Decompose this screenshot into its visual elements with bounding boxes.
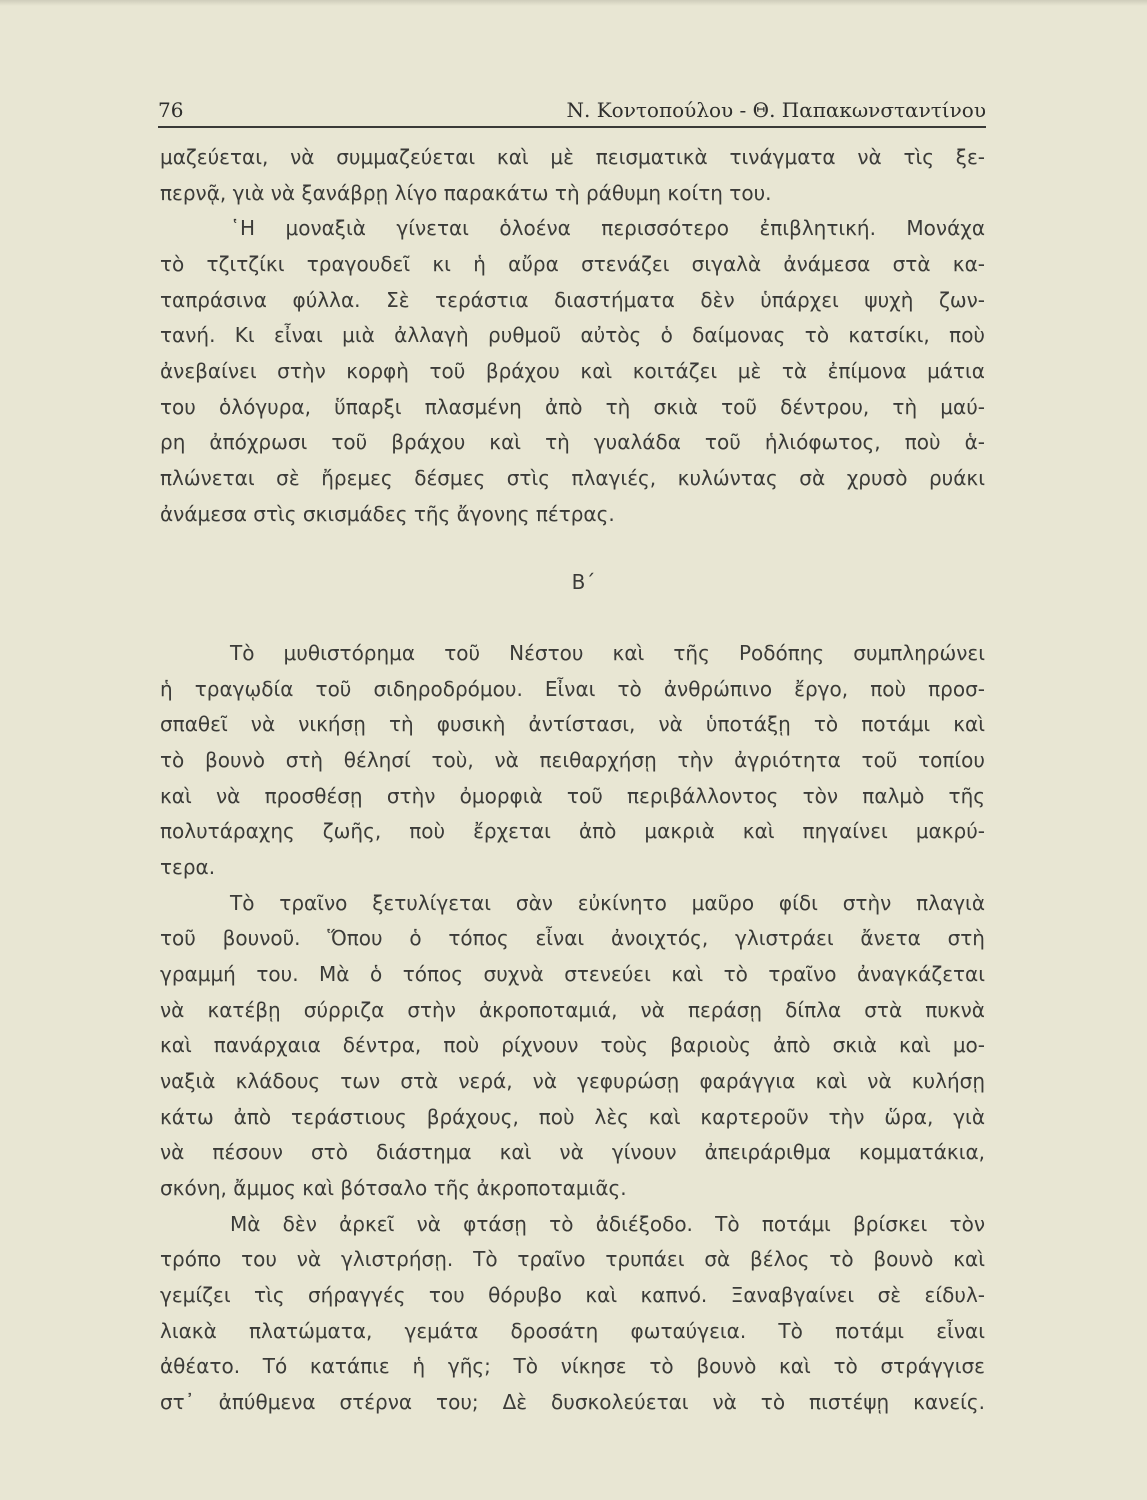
text-line: τὸ βουνὸ στὴ θέλησί τοὺ, νὰ πειθαρχήσῃ τὴν ἀγριότητα τοῦ τοπίου — [160, 748, 985, 773]
paragraph — [160, 140, 985, 211]
page-number: 76 — [158, 98, 184, 122]
text-line: τὸ τζιτζίκι τραγουδεῖ κι ἡ αὔρα στενάζει σιγαλὰ ἀνάμεσα στὰ κα- — [160, 252, 985, 277]
header-rule — [158, 126, 986, 128]
text-line: πλώνεται σὲ ἤρεμες δέσμες στὶς πλαγιές, κυλώντας σὰ χρυσὸ ρυάκι — [160, 466, 985, 491]
text-line: ρη ἀπόχρωσι τοῦ βράχου καὶ τὴ γυαλάδα τοῦ ἡλιόφωτος, ποὺ ἁ- — [160, 430, 985, 455]
paragraph — [160, 636, 985, 886]
text-line: στ᾽ ἀπύθμενα στέρνα του; Δὲ δυσκολεύεται νὰ τὸ πιστέψῃ κανείς. — [160, 1390, 985, 1415]
text-line: καὶ πανάρχαια δέντρα, ποὺ ρίχνουν τοὺς βαριοὺς ἀπὸ σκιὰ καὶ μο- — [160, 1033, 985, 1058]
text-line: σκόνη, ἄμμος καὶ βότσαλο τῆς ἀκροποταμιᾶς. — [160, 1176, 627, 1201]
text-line: νὰ κατέβῃ σύρριζα στὴν ἀκροποταμιά, νὰ περάσῃ δίπλα στὰ πυκνὰ — [160, 997, 985, 1022]
text-line: μαζεύεται, νὰ συμμαζεύεται καὶ μὲ πεισματικὰ τινάγματα νὰ τὶς ξε- — [160, 145, 985, 169]
text-line: ῾Η μοναξιὰ γίνεται ὁλοένα περισσότερο ἐπιβλητική. Μονάχα — [230, 216, 985, 241]
text-line: Τὸ μυθιστόρημα τοῦ Νέστου καὶ τῆς Ροδόπης συμπληρώνει — [230, 641, 985, 665]
text-line: καὶ νὰ προσθέσῃ στὴν ὀμορφιὰ τοῦ περιβάλλοντος τὸν παλμὸ τῆς — [160, 783, 985, 808]
text-line: λιακὰ πλατώματα, γεμάτα δροσάτη φωταύγεια. Τὸ ποτάμι εἶναι — [160, 1318, 985, 1343]
text-line: τρόπο του νὰ γλιστρήσῃ. Τὸ τραῖνο τρυπάει σὰ βέλος τὸ βουνὸ καὶ — [160, 1247, 985, 1272]
text-line: γραμμή του. Μὰ ὁ τόπος συχνὰ στενεύει καὶ τὸ τραῖνο ἀναγκάζεται — [160, 962, 985, 987]
text-line: γεμίζει τὶς σήραγγές του θόρυβο καὶ καπνό. Ξαναβγαίνει σὲ είδυλ- — [160, 1283, 985, 1308]
paragraph — [160, 886, 985, 1207]
text-line: Τὸ τραῖνο ξετυλίγεται σὰν εὐκίνητο μαῦρο φίδι στὴν πλαγιὰ — [230, 890, 985, 915]
text-block-section-b — [160, 636, 985, 1421]
text-line: τοῦ βουνοῦ. Ὅπου ὁ τόπος εἶναι ἀνοιχτός, γλιστράει ἄνετα στὴ — [160, 926, 985, 951]
page-top-edge — [0, 0, 1147, 6]
text-block-section-a — [160, 140, 985, 532]
text-line: πολυτάραχης ζωῆς, ποὺ ἔρχεται ἀπὸ μακριὰ καὶ πηγαίνει μακρύ- — [160, 819, 985, 844]
text-line: του ὁλόγυρα, ὕπαρξι πλασμένη ἀπὸ τὴ σκιὰ τοῦ δέντρου, τὴ μαύ- — [160, 394, 985, 419]
text-line: Μὰ δὲν ἀρκεῖ νὰ φτάσῃ τὸ ἀδιέξοδο. Τὸ ποτάμι βρίσκει τὸν — [230, 1211, 985, 1236]
text-line: ἀνεβαίνει στὴν κορφὴ τοῦ βράχου καὶ κοιτάζει μὲ τὰ ἐπίμονα μάτια — [160, 359, 985, 384]
paragraph — [160, 1207, 985, 1421]
running-header — [158, 98, 986, 126]
text-line: ταπράσινα φύλλα. Σὲ τεράστια διαστήματα δὲν ὑπάρχει ψυχὴ ζων- — [160, 287, 985, 312]
text-line: περνᾷ, γιὰ νὰ ξανάβρῃ λίγο παρακάτω τὴ ράθυμη κοίτη του. — [160, 180, 772, 205]
running-head-authors: Ν. Κοντοπούλου - Θ. Παπακωνσταντίνου — [566, 98, 986, 122]
text-line: τερα. — [160, 855, 216, 880]
text-line: κάτω ἀπὸ τεράστιους βράχους, ποὺ λὲς καὶ καρτεροῦν τὴν ὥρα, γιὰ — [160, 1104, 985, 1129]
text-line: νὰ πέσουν στὸ διάστημα καὶ νὰ γίνουν ἀπειράριθμα κομματάκια, — [160, 1140, 985, 1165]
text-line: ναξιὰ κλάδους των στὰ νερά, νὰ γεφυρώσῃ φαράγγια καὶ νὰ κυλήσῃ — [160, 1069, 985, 1094]
text-line: τανή. Κι εἶναι μιὰ ἀλλαγὴ ρυθμοῦ αὐτὸς ὁ δαίμονας τὸ κατσίκι, ποὺ — [160, 323, 985, 348]
text-line: ἡ τραγῳδία τοῦ σιδηροδρόμου. Εἶναι τὸ ἀνθρώπινο ἔργο, ποὺ προσ- — [160, 676, 985, 701]
paragraph — [160, 211, 985, 532]
text-line: ἀθέατο. Τό κατάπιε ἡ γῆς; Τὸ νίκησε τὸ βουνὸ καὶ τὸ στράγγισε — [160, 1354, 985, 1379]
section-heading: Β΄ — [571, 570, 596, 594]
text-line: σπαθεῖ νὰ νικήσῃ τὴ φυσικὴ ἀντίστασι, νὰ ὑποτάξῃ τὸ ποτάμι καὶ — [160, 712, 985, 737]
text-line: ἀνάμεσα στὶς σκισμάδες τῆς ἄγονης πέτρας. — [160, 501, 615, 526]
